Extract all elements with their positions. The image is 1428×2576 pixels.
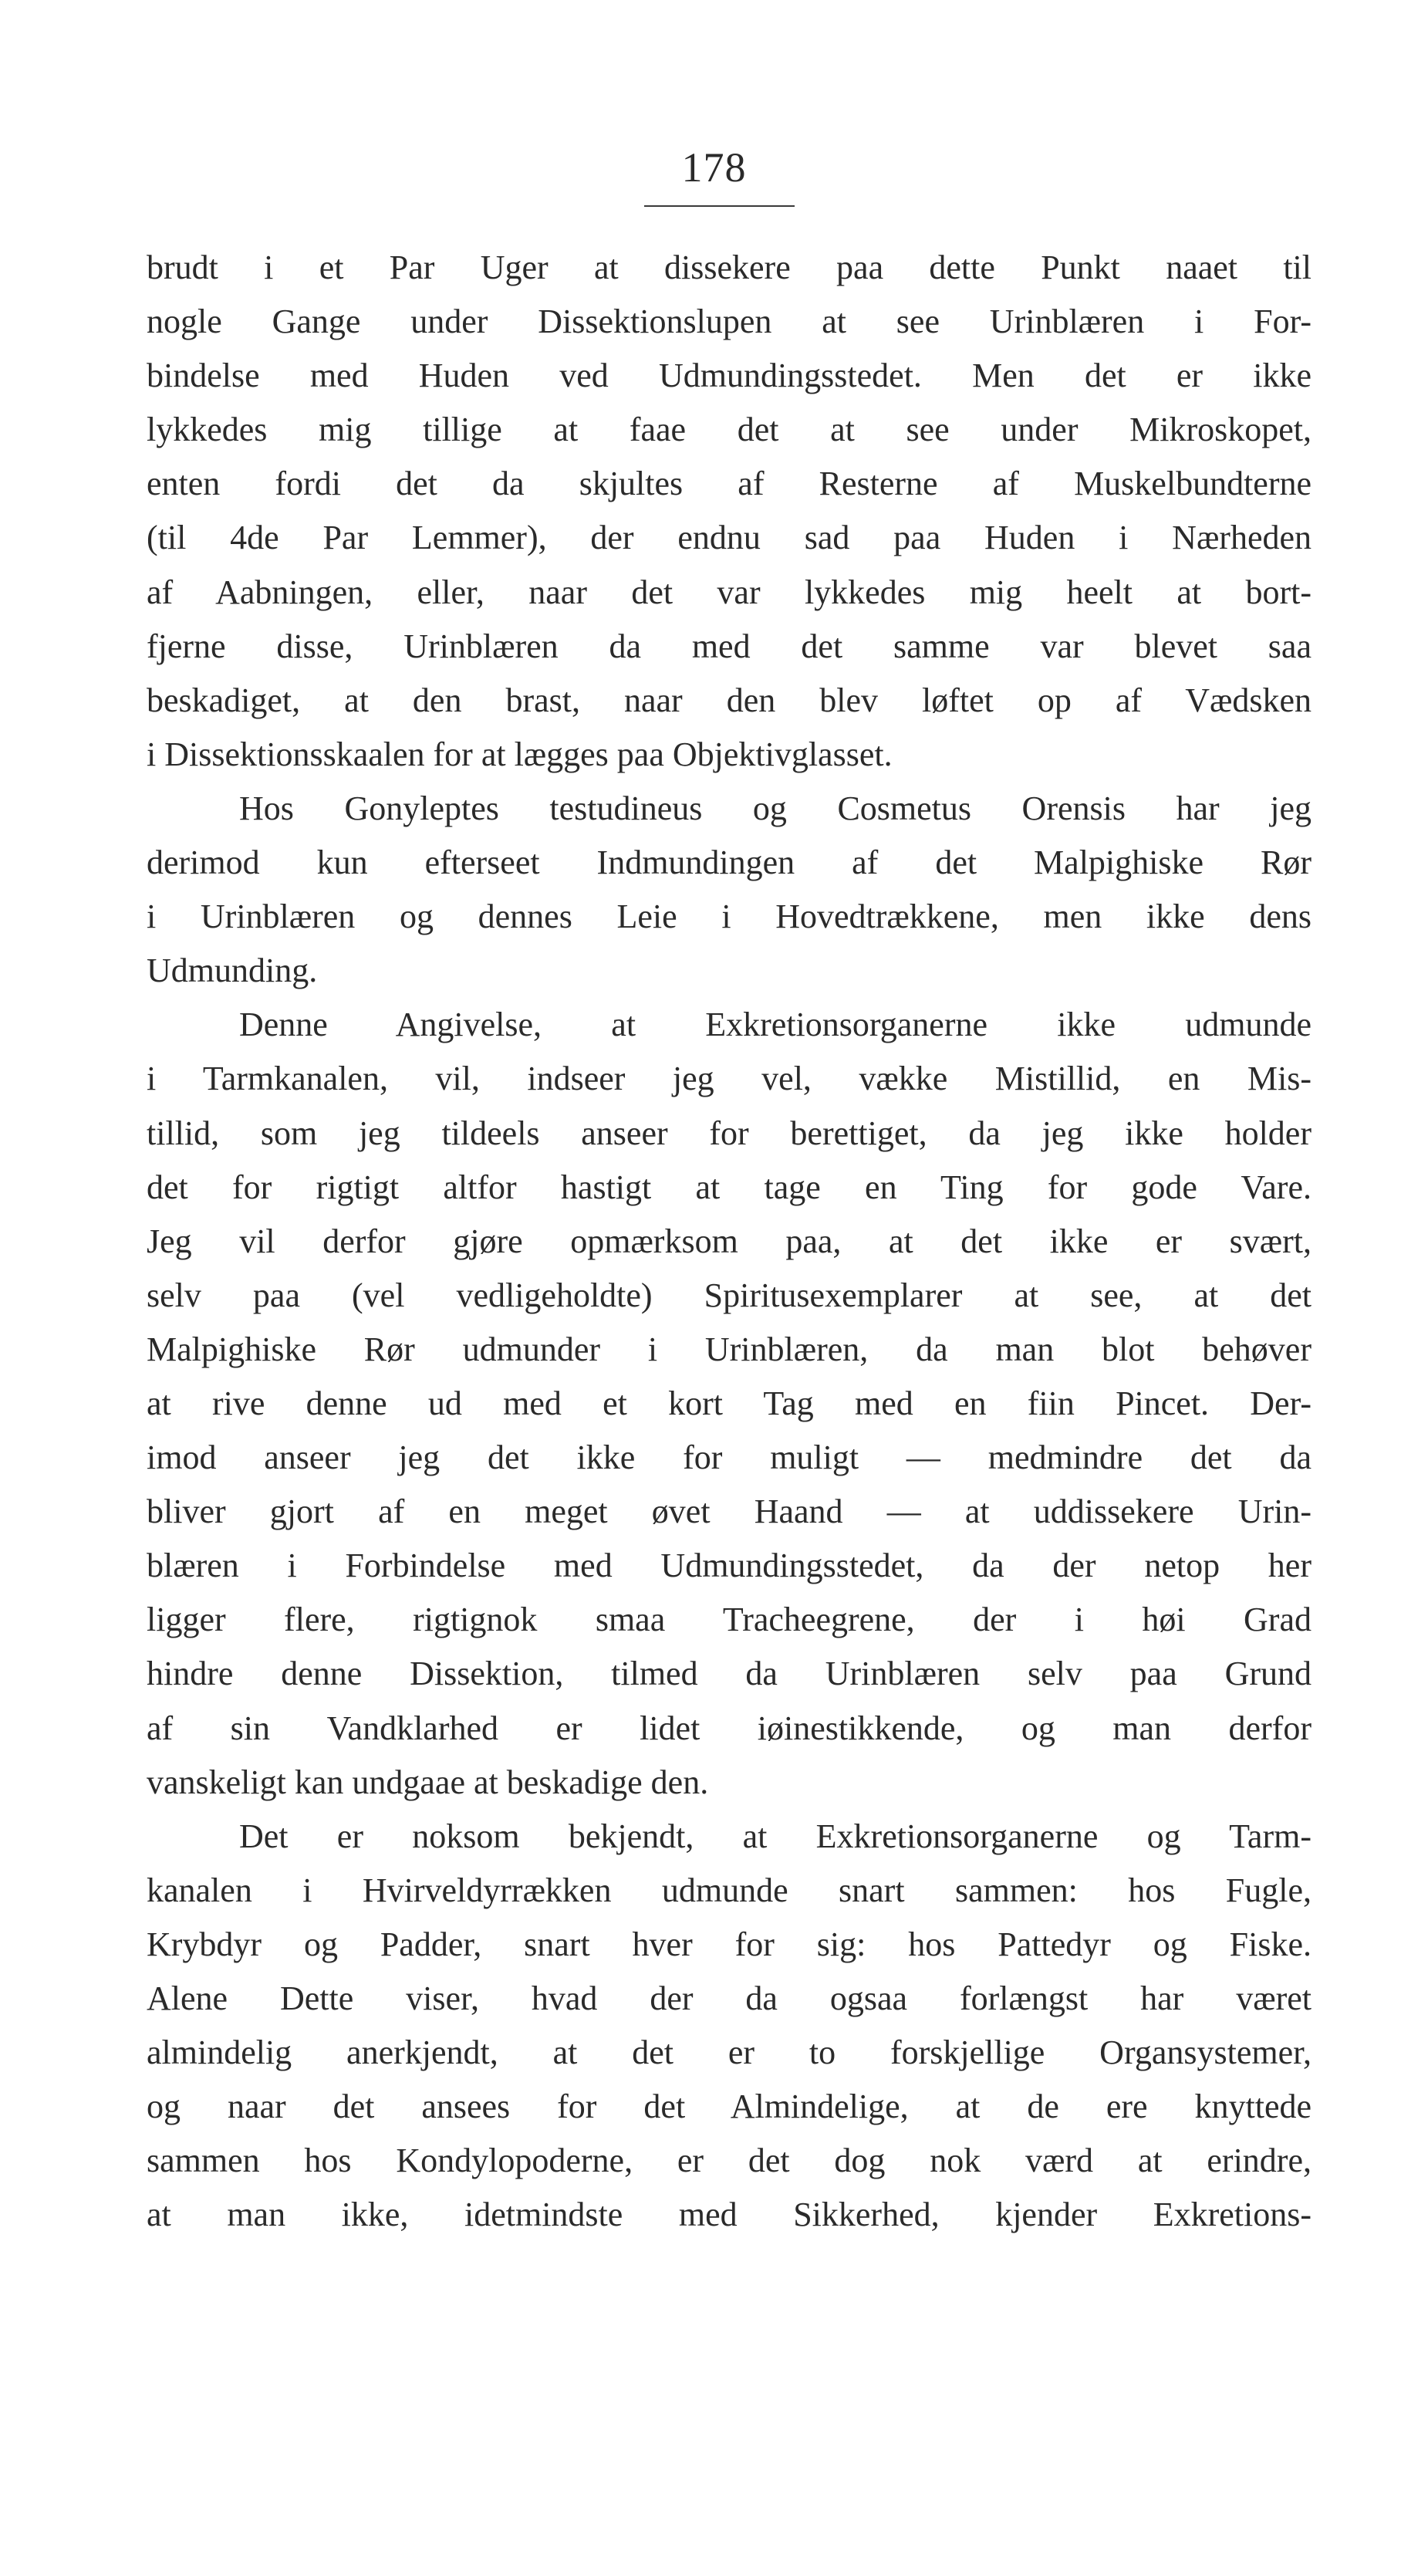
paragraph-start-line: Hos Gonyleptes testudineus og Cosmetus Orensis har jeg (239, 789, 1312, 827)
text-line: imod anseer jeg det ikke for muligt — medmindre det da (147, 1438, 1312, 1477)
text-line: beskadiget, at den brast, naar den blev løftet op af Vædsken (147, 681, 1312, 719)
text-line: enten fordi det da skjultes af Resterne af Muskelbundterne (147, 465, 1312, 503)
text-line: Alene Dette viser, hvad der da ogsaa forlængst har været (147, 1979, 1312, 2017)
text-line: i Urinblæren og dennes Leie i Hovedtrækkene, men ikke dens (147, 898, 1312, 936)
text-line: derimod kun efterseet Indmundingen af det Malpighiske Rør (147, 843, 1312, 882)
paragraph-start-line: Det er noksom bekjendt, at Exkretionsorganerne og Tarm- (239, 1817, 1312, 1855)
text-line: nogle Gange under Dissektionslupen at see Urinblæren i For- (147, 303, 1312, 341)
paragraph-start-line: Denne Angivelse, at Exkretionsorganerne ikke udmunde (239, 1006, 1312, 1044)
text-line: blæren i Forbindelse med Udmundingsstedet, da der netop her (147, 1547, 1312, 1585)
paragraph-end-line: Udmunding. (147, 952, 318, 990)
text-line: tillid, som jeg tildeels anseer for berettiget, da jeg ikke holder (147, 1114, 1312, 1152)
text-line: Malpighiske Rør udmunder i Urinblæren, da man blot behøver (147, 1330, 1312, 1368)
paragraph-end-line: vanskeligt kan undgaae at beskadige den. (147, 1763, 709, 1801)
text-line: ligger flere, rigtignok smaa Tracheegrene, der i høi Grad (147, 1601, 1312, 1639)
text-line: bliver gjort af en meget øvet Haand — at uddissekere Urin- (147, 1493, 1312, 1531)
text-line: at man ikke, idetmindste med Sikkerhed, kjender Exkretions- (147, 2196, 1312, 2234)
text-line: selv paa (vel vedligeholdte) Spiritusexemplarer at see, at det (147, 1276, 1312, 1314)
text-line: hindre denne Dissektion, tilmed da Urinblæren selv paa Grund (147, 1655, 1312, 1693)
text-line: brudt i et Par Uger at dissekere paa dette Punkt naaet til (147, 248, 1312, 286)
text-line: sammen hos Kondylopoderne, er det dog nok værd at erindre, (147, 2142, 1312, 2180)
page-number: 178 (681, 144, 747, 191)
text-line: lykkedes mig tillige at faae det at see under Mikroskopet, (147, 411, 1312, 449)
text-line: kanalen i Hvirveldyrrækken udmunde snart sammen: hos Fugle, (147, 1871, 1312, 1909)
text-line: i Tarmkanalen, vil, indseer jeg vel, vække Mistillid, en Mis- (147, 1060, 1312, 1098)
text-line: det for rigtigt altfor hastigt at tage en Ting for gode Vare. (147, 1168, 1312, 1206)
text-line: af sin Vandklarhed er lidet iøinestikkende, og man derfor (147, 1709, 1312, 1747)
header-rule (644, 205, 795, 207)
body-text (147, 241, 1312, 2242)
text-line: bindelse med Huden ved Udmundingsstedet. Men det er ikke (147, 357, 1312, 395)
text-line: og naar det ansees for det Almindelige, at de ere knyttede (147, 2088, 1312, 2126)
text-line: almindelig anerkjendt, at det er to forskjellige Organsystemer, (147, 2033, 1312, 2072)
text-line: Krybdyr og Padder, snart hver for sig: hos Pattedyr og Fiske. (147, 1925, 1312, 1963)
text-line: af Aabningen, eller, naar det var lykkedes mig heelt at bort- (147, 573, 1312, 611)
paragraph-end-line: i Dissektionsskaalen for at lægges paa Objektivglasset. (147, 735, 893, 773)
text-line: fjerne disse, Urinblæren da med det samme var blevet saa (147, 627, 1312, 665)
text-line: at rive denne ud med et kort Tag med en fiin Pincet. Der- (147, 1384, 1312, 1422)
text-line: Jeg vil derfor gjøre opmærksom paa, at det ikke er svært, (147, 1222, 1312, 1260)
text-line: (til 4de Par Lemmer), der endnu sad paa Huden i Nærheden (147, 519, 1312, 557)
